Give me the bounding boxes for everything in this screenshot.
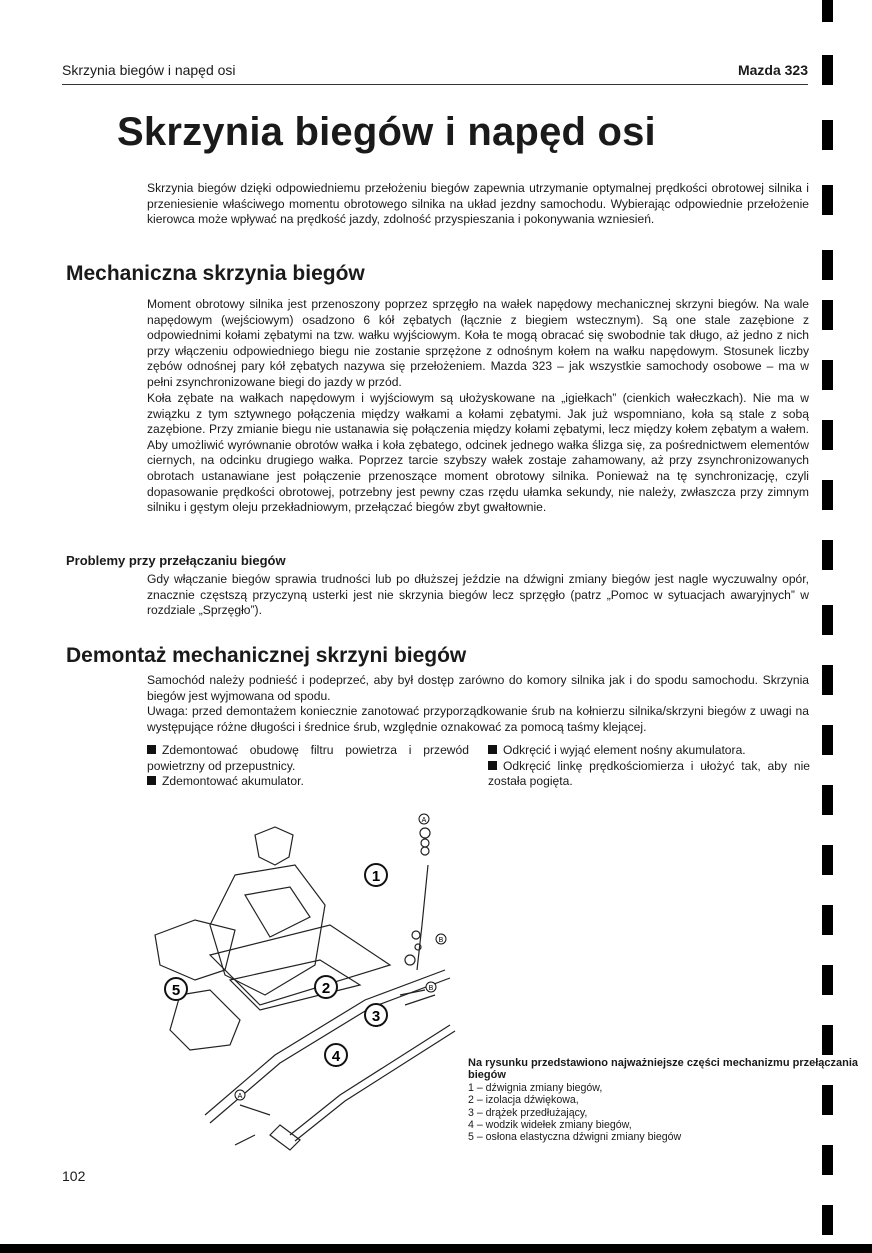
svg-text:B: B <box>438 937 444 944</box>
header-divider <box>62 84 808 85</box>
edge-mark <box>822 1025 833 1055</box>
svg-text:3: 3 <box>371 1008 381 1025</box>
page-title: Skrzynia biegów i napęd osi <box>117 110 656 154</box>
edge-mark <box>822 55 833 85</box>
edge-mark <box>822 1205 833 1235</box>
page-number: 102 <box>62 1168 86 1184</box>
intro-paragraph: Skrzynia biegów dzięki odpowiedniemu przełożeniu biegów zapewnia utrzymanie optymalnej prędkości obrotowej silnika i przeniesienie właściwego momentu obrotowego silnika na układ jezdny samochodu. Wybierając odpowiednie przełożenie kierowca może wpływać na prędkość jazdy, zdolność przyspieszania i pokonywania wzniesień. <box>147 181 809 227</box>
edge-mark <box>822 300 833 330</box>
steps-right-column <box>488 743 810 790</box>
step-item: Zdemontować obudowę filtru powietrza i przewód powietrzny od przepustnicy. <box>147 743 469 773</box>
edge-mark <box>822 605 833 635</box>
edge-mark <box>822 540 833 570</box>
scan-bottom-edge <box>0 1244 872 1253</box>
svg-text:B: B <box>428 985 434 992</box>
edge-mark <box>822 905 833 935</box>
callout-1 <box>365 864 387 886</box>
edge-mark <box>822 1085 833 1115</box>
marker-b <box>426 982 436 992</box>
steps-left-column <box>147 743 469 790</box>
edge-mark <box>822 360 833 390</box>
svg-text:5: 5 <box>171 982 181 999</box>
marker-b <box>436 934 446 944</box>
svg-text:2: 2 <box>321 980 331 997</box>
step-item: Odkręcić linkę prędkościomierza i ułożyć tak, aby nie została pogięta. <box>488 758 810 789</box>
running-header-section: Skrzynia biegów i napęd osi <box>62 62 236 78</box>
heading-manual-gearbox: Mechaniczna skrzynia biegów <box>66 262 365 285</box>
removal-note: Uwaga: przed demontażem koniecznie zanotować przyporządkowanie śrub na kołnierzu silnika/skrzyni biegów z uwagi na występujące różne długości i średnice śrub, względnie oznakować za pomocą taśmy klejącej. <box>147 704 809 734</box>
removal-paragraph-1: Samochód należy podnieść i podeprzeć, aby był dostęp zarówno do komory silnika jak i do spodu samochodu. Skrzynia biegów jest wyjmowana od spodu. <box>147 673 809 703</box>
heading-gearbox-removal: Demontaż mechanicznej skrzyni biegów <box>66 644 467 667</box>
shifting-problems-paragraph: Gdy włączanie biegów sprawia trudności lub po dłuższej jeździe na dźwigni zmiany biegów jest nagle wyczuwalny opór, znacznie częstszą przyczyną usterki jest nie skrzynia biegów lecz sprzęgło (patrz „Pomoc w sytuacjach awaryjnych” w rozdziale „Sprzęgło”). <box>147 572 809 618</box>
edge-mark <box>822 845 833 875</box>
marker-a <box>235 1090 245 1100</box>
edge-mark <box>822 185 833 215</box>
callout-3 <box>365 1004 387 1026</box>
bullet-icon <box>488 761 497 770</box>
svg-text:A: A <box>421 817 427 824</box>
caption-item: 3 – drążek przedłużający, <box>468 1106 588 1119</box>
edge-mark <box>822 1145 833 1175</box>
caption-item: 4 – wodzik widełek zmiany biegów, <box>468 1119 632 1132</box>
edge-mark <box>822 480 833 510</box>
edge-mark <box>822 785 833 815</box>
gearbox-paragraph-1: Moment obrotowy silnika jest przenoszony poprzez sprzęgło na wałek napędowy mechanicznej skrzyni biegów. Na wale napędowym (wejściowym) osadzono 6 kół zębatych (łącznie z biegiem wstecznym). Są one stale zazębione z odpowiednimi kołami zębatymi na tzw. wałku wyjściowym. Koła te mogą obracać się swobodnie tak długo, aż jedno z nich przy włączeniu odpowiedniego biegu nie zostanie sprzężone z odnośnym kołem na wałku napędowym. Stosunek liczby zębów odnośnej pary kół zębatych nazywa się przełożeniem. Mazda 323 – jak wszystkie samochody osobowe – ma w pełni zsynchronizowane biegi do jazdy w przód. <box>147 297 809 389</box>
edge-mark <box>822 0 833 22</box>
caption-item: 5 – osłona elastyczna dźwigni zmiany biegów <box>468 1131 682 1144</box>
edge-mark <box>822 725 833 755</box>
figure-caption <box>468 1057 872 1144</box>
callout-2 <box>315 976 337 998</box>
marker-a <box>419 814 429 824</box>
caption-title: Na rysunku przedstawiono najważniejsze części mechanizmu przełączania biegów <box>468 1057 859 1082</box>
bullet-icon <box>147 776 156 785</box>
bullet-icon <box>488 745 497 754</box>
running-header-model: Mazda 323 <box>737 62 808 78</box>
svg-text:1: 1 <box>371 868 381 885</box>
caption-item: 2 – izolacja dźwiękowa, <box>468 1094 579 1107</box>
edge-mark <box>822 420 833 450</box>
caption-item: 1 – dźwignia zmiany biegów, <box>468 1081 603 1094</box>
heading-shifting-problems: Problemy przy przełączaniu biegów <box>66 553 286 568</box>
gear-shift-diagram <box>140 805 470 1175</box>
gearbox-paragraph-2: Koła zębate na wałkach napędowym i wyjściowym są ułożyskowane na „igiełkach” (cienkich wałeczkach). Nie ma w związku z tym sztywnego połączenia między wałkami a kołami zębatymi. Jak już wspomniano, koła są stale z sobą zazębione. Przy zmianie biegu nie ustanawia się połączenia między kołami zębatymi, lecz między kołem zębatym a wałem. Aby umożliwić wyrównanie obrotów wałka i koła zębatego, odcinek jednego wałka ślizga się, za pośrednictwem elementów ciernych, na odcinku drugiego wałka. Poprzez tarcie szybszy wałek zostaje zahamowany, aż przy zsynchronizowanych obrotach ustanawiane jest połączenie przenoszące moment obrotowy silnika. Ponieważ na tę synchronizację, czyli dopasowanie prędkości obrotowej, potrzebny jest pewny czas rzędu ułamka sekundy, nie należy, zwłaszcza przy zimnym silniku i gęstym oleju przekładniowym, przełączać biegów zbyt gwałtownie. <box>147 391 809 515</box>
edge-mark <box>822 665 833 695</box>
bullet-icon <box>147 745 156 754</box>
svg-text:A: A <box>237 1093 243 1100</box>
svg-text:4: 4 <box>331 1048 341 1065</box>
edge-mark <box>822 250 833 280</box>
callout-5 <box>165 978 187 1000</box>
callout-4 <box>325 1044 347 1066</box>
edge-mark <box>822 965 833 995</box>
step-item: Odkręcić i wyjąć element nośny akumulatora. <box>488 743 810 759</box>
step-item: Zdemontować akumulator. <box>147 774 469 790</box>
edge-mark <box>822 120 833 150</box>
